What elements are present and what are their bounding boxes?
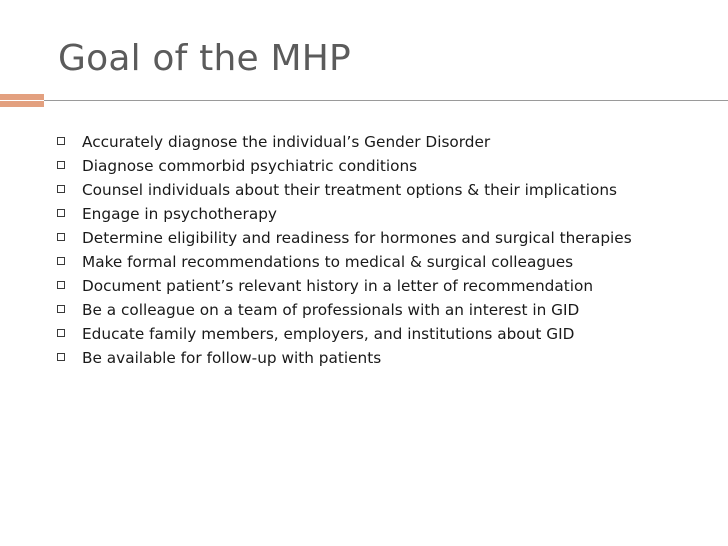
list-item bbox=[56, 301, 716, 319]
bullet-text: Diagnose commorbid psychiatric conditions bbox=[82, 157, 418, 175]
square-bullet-icon bbox=[57, 257, 65, 265]
list-item bbox=[56, 349, 716, 367]
bullet-text: Determine eligibility and readiness for hormones and surgical therapies bbox=[82, 229, 632, 247]
slide-title: Goal of the MHP bbox=[58, 38, 351, 79]
bullet-text: Counsel individuals about their treatment options & their implications bbox=[82, 181, 618, 199]
square-bullet-icon bbox=[57, 281, 65, 289]
square-bullet-icon bbox=[57, 329, 65, 337]
title-divider bbox=[0, 100, 728, 101]
bullet-list bbox=[56, 133, 716, 373]
list-item bbox=[56, 277, 716, 295]
square-bullet-icon bbox=[57, 161, 65, 169]
bullet-text: Accurately diagnose the individual’s Gender Disorder bbox=[82, 133, 491, 151]
list-item bbox=[56, 325, 716, 343]
bullet-text: Be available for follow-up with patients bbox=[82, 349, 382, 367]
square-bullet-icon bbox=[57, 353, 65, 361]
square-bullet-icon bbox=[57, 305, 65, 313]
accent-bar-line bbox=[0, 100, 44, 101]
bullet-text: Educate family members, employers, and institutions about GID bbox=[82, 325, 575, 343]
list-item bbox=[56, 229, 716, 247]
list-item bbox=[56, 157, 716, 175]
square-bullet-icon bbox=[57, 185, 65, 193]
list-item bbox=[56, 133, 716, 151]
bullet-text: Engage in psychotherapy bbox=[82, 205, 277, 223]
bullet-text: Document patient’s relevant history in a letter of recommendation bbox=[82, 277, 594, 295]
square-bullet-icon bbox=[57, 233, 65, 241]
list-item bbox=[56, 181, 716, 199]
square-bullet-icon bbox=[57, 137, 65, 145]
list-item bbox=[56, 205, 716, 223]
bullet-text: Be a colleague on a team of professionals with an interest in GID bbox=[82, 301, 580, 319]
list-item bbox=[56, 253, 716, 271]
square-bullet-icon bbox=[57, 209, 65, 217]
bullet-text: Make formal recommendations to medical & surgical colleagues bbox=[82, 253, 574, 271]
